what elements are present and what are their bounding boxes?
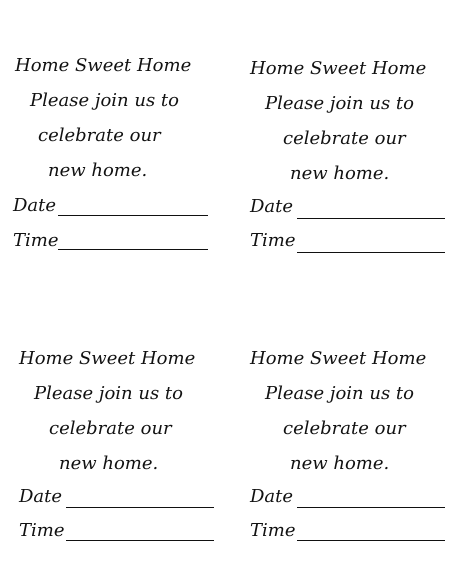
date-label: Date xyxy=(13,195,57,216)
time-label: Time xyxy=(13,230,59,251)
time-label: Time xyxy=(19,520,65,541)
time-blank-line xyxy=(297,540,445,541)
date-blank-line xyxy=(297,218,445,219)
date-blank-line xyxy=(297,507,445,508)
card-title: Home Sweet Home xyxy=(250,348,427,369)
card-title: Home Sweet Home xyxy=(15,55,192,76)
card-title: Home Sweet Home xyxy=(19,348,196,369)
card-line-invite: Please join us to xyxy=(265,93,414,114)
card-line-celebrate: celebrate our xyxy=(283,418,406,439)
card-line-celebrate: celebrate our xyxy=(283,128,406,149)
card-line-new-home: new home. xyxy=(290,453,390,474)
invitation-card-bottom-left xyxy=(14,343,224,553)
time-blank-line xyxy=(66,540,214,541)
date-label: Date xyxy=(250,196,294,217)
time-label: Time xyxy=(250,230,296,251)
date-label: Date xyxy=(19,486,63,507)
date-label: Date xyxy=(250,486,294,507)
time-blank-line xyxy=(58,249,208,250)
card-line-new-home: new home. xyxy=(48,160,148,181)
card-line-celebrate: celebrate our xyxy=(38,125,161,146)
card-line-celebrate: celebrate our xyxy=(49,418,172,439)
card-line-invite: Please join us to xyxy=(30,90,179,111)
card-title: Home Sweet Home xyxy=(250,58,427,79)
card-line-new-home: new home. xyxy=(59,453,159,474)
time-label: Time xyxy=(250,520,296,541)
time-blank-line xyxy=(297,252,445,253)
card-line-invite: Please join us to xyxy=(34,383,183,404)
card-line-invite: Please join us to xyxy=(265,383,414,404)
date-blank-line xyxy=(66,507,214,508)
invitation-card-top-left xyxy=(10,55,220,265)
invitation-card-bottom-right xyxy=(245,343,455,553)
date-blank-line xyxy=(58,215,208,216)
card-line-new-home: new home. xyxy=(290,163,390,184)
invitation-card-top-right xyxy=(245,58,455,268)
